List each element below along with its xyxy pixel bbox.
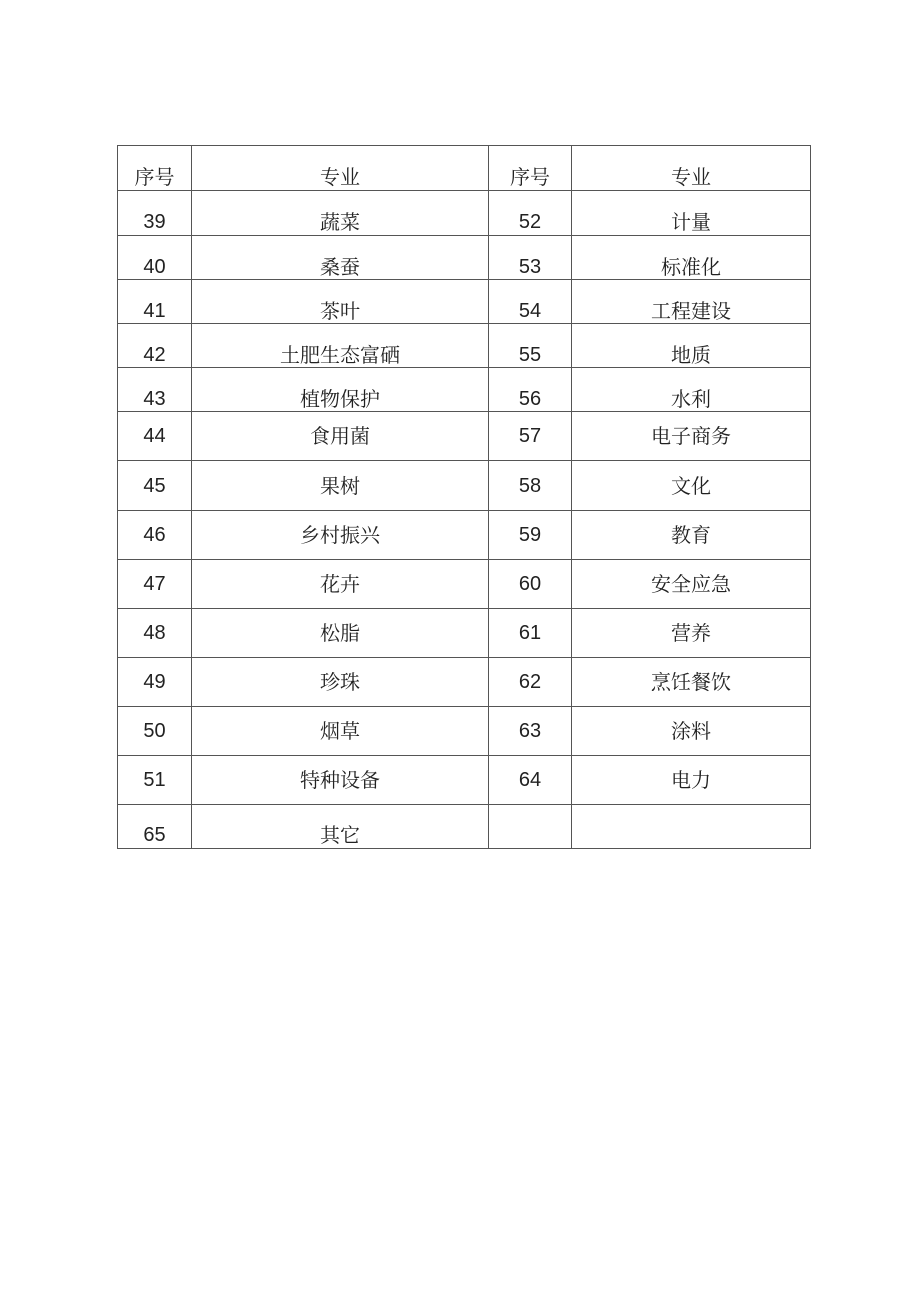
table-row xyxy=(118,280,811,324)
row-major-right: 地质 xyxy=(572,324,811,368)
row-major-right: 营养 xyxy=(572,609,811,658)
row-seq-right: 58 xyxy=(489,461,572,511)
table-row xyxy=(118,191,811,236)
header-seq-right: 序号 xyxy=(489,146,572,191)
row-seq-right: 57 xyxy=(489,412,572,461)
row-major-right: 涂料 xyxy=(572,707,811,756)
row-major-left: 植物保护 xyxy=(192,368,489,412)
row-major-left: 茶叶 xyxy=(192,280,489,324)
table-row xyxy=(118,412,811,461)
row-major-right: 工程建设 xyxy=(572,280,811,324)
row-seq-left: 51 xyxy=(118,756,192,805)
row-major-left: 特种设备 xyxy=(192,756,489,805)
header-major-left: 专业 xyxy=(192,146,489,191)
table-row xyxy=(118,236,811,280)
row-major-left: 土肥生态富硒 xyxy=(192,324,489,368)
row-seq-right: 55 xyxy=(489,324,572,368)
row-seq-right: 56 xyxy=(489,368,572,412)
row-seq-left: 49 xyxy=(118,658,192,707)
row-major-right: 文化 xyxy=(572,461,811,511)
row-seq-right: 64 xyxy=(489,756,572,805)
row-seq-left: 50 xyxy=(118,707,192,756)
specialty-table xyxy=(117,145,811,849)
row-major-right: 烹饪餐饮 xyxy=(572,658,811,707)
row-seq-right: 61 xyxy=(489,609,572,658)
row-major-left: 其它 xyxy=(192,805,489,849)
row-major-left: 食用菌 xyxy=(192,412,489,461)
row-seq-right: 52 xyxy=(489,191,572,236)
table-row xyxy=(118,560,811,609)
table-header-row xyxy=(118,146,811,191)
row-seq-left: 43 xyxy=(118,368,192,412)
row-major-right: 水利 xyxy=(572,368,811,412)
row-major-left: 桑蚕 xyxy=(192,236,489,280)
row-major-left: 花卉 xyxy=(192,560,489,609)
row-seq-right: 60 xyxy=(489,560,572,609)
row-major-right: 计量 xyxy=(572,191,811,236)
row-major-left: 乡村振兴 xyxy=(192,511,489,560)
row-seq-left: 39 xyxy=(118,191,192,236)
row-major-left: 珍珠 xyxy=(192,658,489,707)
row-major-right: 电子商务 xyxy=(572,412,811,461)
row-major-right xyxy=(572,805,811,849)
row-seq-left: 65 xyxy=(118,805,192,849)
row-major-left: 烟草 xyxy=(192,707,489,756)
row-major-left: 松脂 xyxy=(192,609,489,658)
row-seq-left: 41 xyxy=(118,280,192,324)
row-seq-left: 48 xyxy=(118,609,192,658)
table-row xyxy=(118,324,811,368)
row-seq-right: 62 xyxy=(489,658,572,707)
table-row xyxy=(118,368,811,412)
row-seq-left: 42 xyxy=(118,324,192,368)
table-row xyxy=(118,461,811,511)
row-seq-left: 45 xyxy=(118,461,192,511)
row-major-right: 电力 xyxy=(572,756,811,805)
row-major-right: 教育 xyxy=(572,511,811,560)
table-row xyxy=(118,707,811,756)
row-seq-right: 59 xyxy=(489,511,572,560)
table-row xyxy=(118,609,811,658)
row-seq-right xyxy=(489,805,572,849)
table-row xyxy=(118,756,811,805)
row-major-left: 果树 xyxy=(192,461,489,511)
row-major-left: 蔬菜 xyxy=(192,191,489,236)
row-major-right: 安全应急 xyxy=(572,560,811,609)
row-seq-left: 46 xyxy=(118,511,192,560)
header-major-right: 专业 xyxy=(572,146,811,191)
row-seq-left: 40 xyxy=(118,236,192,280)
row-seq-left: 47 xyxy=(118,560,192,609)
row-seq-left: 44 xyxy=(118,412,192,461)
table-row xyxy=(118,805,811,849)
row-major-right: 标准化 xyxy=(572,236,811,280)
header-seq-left: 序号 xyxy=(118,146,192,191)
row-seq-right: 54 xyxy=(489,280,572,324)
row-seq-right: 63 xyxy=(489,707,572,756)
table-row xyxy=(118,658,811,707)
row-seq-right: 53 xyxy=(489,236,572,280)
table-row xyxy=(118,511,811,560)
